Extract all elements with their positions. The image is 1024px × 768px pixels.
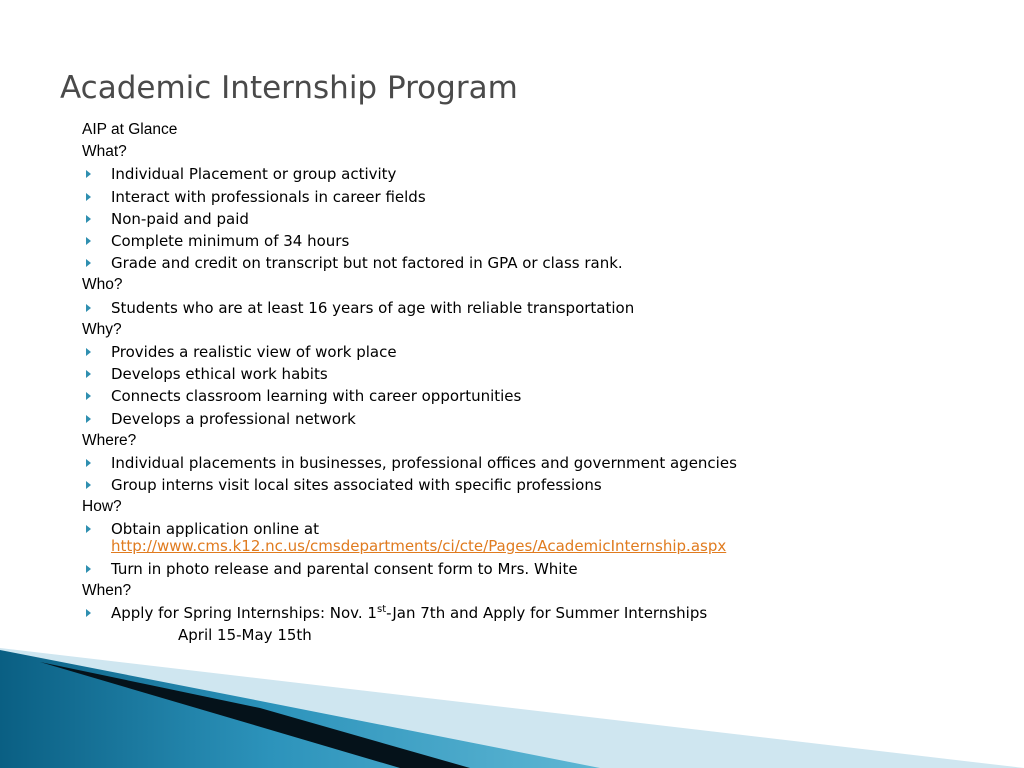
what-heading: What? [82,143,127,161]
how-heading: How? [82,498,122,516]
list-item-text: Interact with professionals in career fields [111,187,426,206]
list-item [82,163,982,185]
bullet-arrow-icon [86,348,91,356]
list-item-text: Students who are at least 16 years of age with reliable transportation [111,298,635,317]
when-heading: When? [82,581,132,599]
list-item-text: -Jan 7th and Apply for Summer Internships [386,604,708,623]
list-item [82,297,982,319]
continuation-line: April 15-May 15th [178,626,312,645]
list-item [82,230,982,252]
list-item-text: Connects classroom learning with career opportunities [111,387,522,406]
blue-swoosh [0,650,600,768]
bullet-arrow-icon [86,259,91,267]
list-item [82,252,982,274]
list-item-text: Individual placements in businesses, professional offices and government agencies [111,454,737,473]
bullet-arrow-icon [86,237,91,245]
list-item-text: Provides a realistic view of work place [111,343,397,362]
list-item-text: Turn in photo release and parental consent form to Mrs. White [111,559,578,578]
why-heading: Why? [82,320,122,338]
bullet-arrow-icon [86,609,91,617]
where-heading: Where? [82,431,137,449]
list-item [82,385,982,407]
list-item [82,474,982,496]
list-item [82,408,982,430]
list-item-text: Group interns visit local sites associated with specific professions [111,476,602,495]
bullet-arrow-icon [86,392,91,400]
bullet-arrow-icon [86,415,91,423]
bullet-arrow-icon [86,215,91,223]
bullet-arrow-icon [86,459,91,467]
who-heading: Who? [82,276,123,294]
list-item-text: Individual Placement or group activity [111,165,397,184]
bullet-arrow-icon [86,193,91,201]
list-item-text: Develops a professional network [111,409,356,428]
bullet-arrow-icon [86,170,91,178]
list-item-text: Obtain application online at [111,519,319,538]
list-item [82,558,982,580]
list-item-text: Grade and credit on transcript but not factored in GPA or class rank. [111,254,623,273]
application-link[interactable]: http://www.cms.k12.nc.us/cmsdepartments/ci/cte/Pages/AcademicInternship.aspx [111,536,727,555]
list-item [82,186,982,208]
superscript-text: st [376,604,387,616]
light-swoosh [0,648,1024,768]
dark-swoosh [40,662,470,768]
bullet-arrow-icon [86,481,91,489]
list-item [82,452,982,474]
list-item [82,602,982,624]
bullet-arrow-icon [86,525,91,533]
slide-body [82,119,982,646]
intro-heading: AIP at Glance [82,121,178,138]
slide-title: Academic Internship Program [60,70,518,106]
list-item-text: Apply for Spring Internships: Nov. 1 [111,604,377,623]
bullet-arrow-icon [86,370,91,378]
list-item [82,341,982,363]
bullet-arrow-icon [86,565,91,573]
list-item-text: Non-paid and paid [111,209,249,228]
list-item [82,208,982,230]
list-item [82,363,982,385]
list-item-text: Develops ethical work habits [111,365,328,384]
list-item [82,519,982,558]
bullet-arrow-icon [86,304,91,312]
list-item-text: Complete minimum of 34 hours [111,232,350,251]
